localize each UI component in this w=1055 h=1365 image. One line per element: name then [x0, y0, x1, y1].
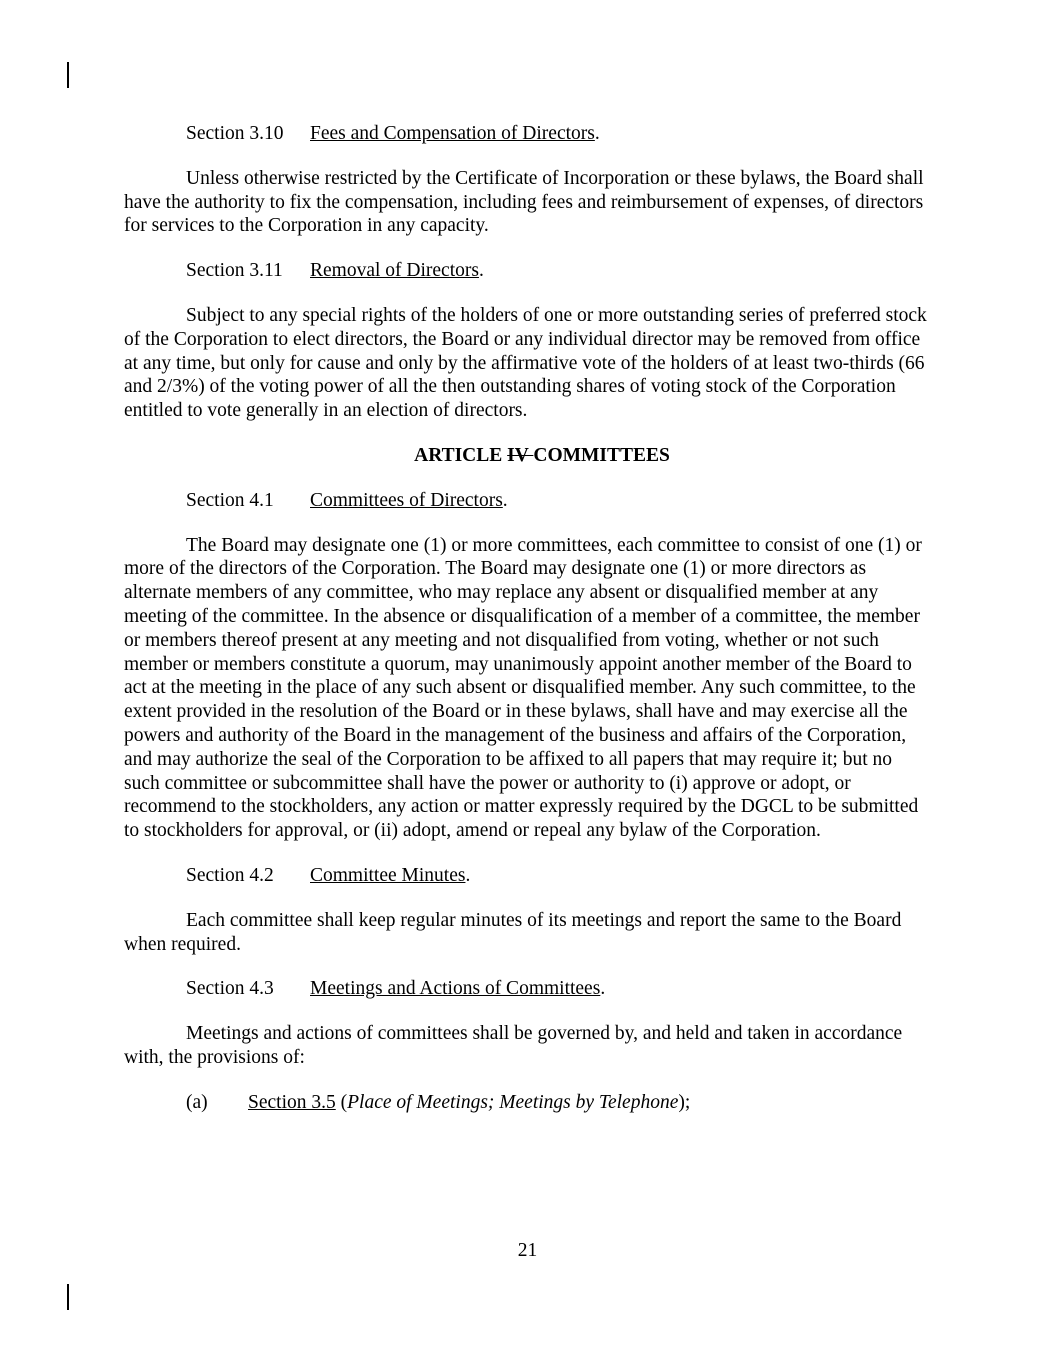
section-4-3-heading [124, 977, 932, 1001]
list-item-a [124, 1091, 932, 1115]
article-struck-number: IV [507, 444, 534, 466]
document-page [124, 122, 932, 1115]
change-bar-bottom [67, 1284, 69, 1310]
article-prefix: ARTICLE [414, 444, 508, 466]
section-4-1-heading [124, 489, 932, 513]
section-number: Section 4.3 [186, 978, 274, 1000]
section-3-10-heading [124, 122, 932, 146]
change-bar-top [67, 62, 69, 88]
section-3-10-body: Unless otherwise restricted by the Certificate of Incorporation or these bylaws, the Board shall have the authority to fix the compensation, including fees and reimbursement of expenses, of directors for services to the Corporation in any capacity. [124, 167, 924, 237]
section-title-period: . [478, 260, 484, 282]
section-number: Section 4.2 [186, 864, 274, 886]
section-4-1-body: The Board may designate one (1) or more committees, each committee to consist of one (1) or more of the directors of the Corporation. The Board may designate one (1) or more directors as alternate members of any committee, who may replace any absent or disqualified member at any meeting of the committee. In the absence or disqualification of a member of a committee, the member or members thereof present at any meeting and not disqualified from voting, whether or not such member or members constitute a quorum, may unanimously appoint another member of the Board to act at the meeting in the place of any such absent or disqualified member. Any such committee, to the extent provided in the resolution of the Board or in these bylaws, shall have and may exercise all the powers and authority of the Board in the management of the business and affairs of the Corporation, and may authorize the seal of the Corporation to be affixed to all papers that may require it; but no such committee or subcommittee shall have the power or authority to (i) approve or adopt, or recommend to the stockholders, any action or matter expressly required by the DGCL to be submitted to stockholders for approval, or (ii) adopt, amend or repeal any bylaw of the Corporation. [124, 534, 922, 842]
paren-open: ( [335, 1091, 348, 1113]
page-number: 21 [517, 1240, 538, 1261]
article-heading [124, 444, 932, 468]
section-title-period: . [600, 978, 606, 1000]
section-number: Section 4.1 [186, 489, 274, 511]
cross-reference-link: Section 3.5 [248, 1091, 336, 1113]
section-3-11-heading [124, 259, 932, 283]
section-title: Committee Minutes [310, 864, 466, 886]
section-4-2-body: Each committee shall keep regular minutes of its meetings and report the same to the Board when required. [124, 909, 902, 955]
article-title: COMMITTEES [533, 444, 670, 466]
section-title-period: . [594, 123, 600, 144]
section-title: Committees of Directors [310, 489, 503, 511]
section-4-3-body: Meetings and actions of committees shall be governed by, and held and taken in accordance with, the provisions of: [124, 1023, 903, 1068]
section-title-period: . [465, 864, 471, 886]
section-title: Removal of Directors [310, 260, 479, 282]
section-number: Section 3.10 [186, 123, 284, 144]
section-number: Section 3.11 [186, 260, 283, 282]
reference-title: Place of Meetings; Meetings by Telephone [347, 1091, 679, 1113]
section-3-11-body: Subject to any special rights of the holders of one or more outstanding series of preferred stock of the Corporation to elect directors, the Board or any individual director may be removed from office at any time, but only for cause and only by the affirmative vote of the holders of at least two-thirds (66 and 2/3%) of the voting power of all the then outstanding shares of voting stock of the Corporation entitled to vote generally in an election of directors. [124, 304, 927, 422]
section-title: Fees and Compensation of Directors [310, 123, 595, 144]
section-4-2-heading [124, 864, 932, 888]
section-title-period: . [502, 489, 508, 511]
paren-close: ); [678, 1091, 691, 1113]
list-item-label: (a) [186, 1091, 208, 1113]
section-title: Meetings and Actions of Committees [310, 978, 601, 1000]
